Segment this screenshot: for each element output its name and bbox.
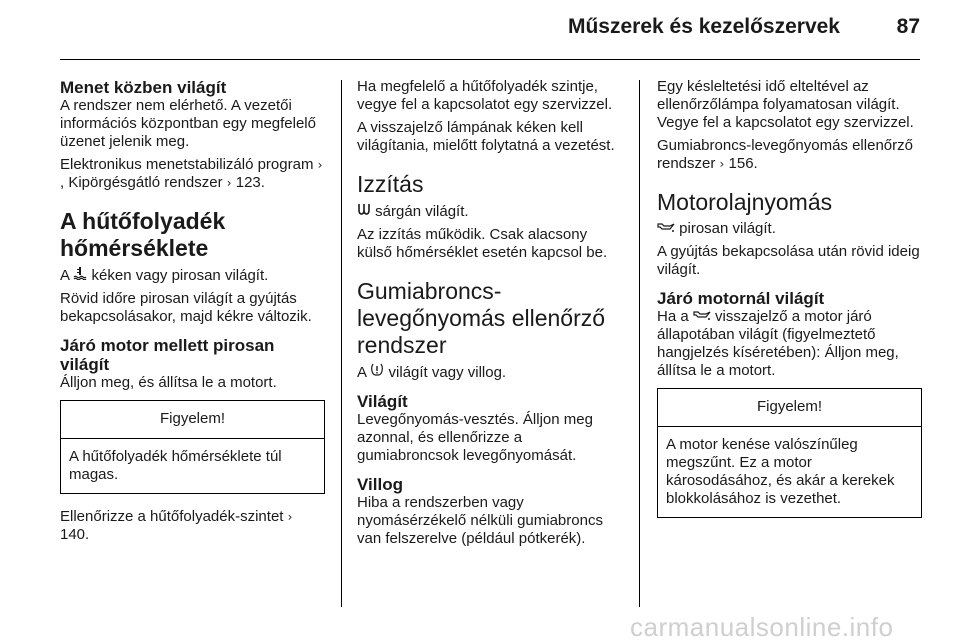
page-number: 87 <box>896 15 920 38</box>
paragraph-coolant-lamp: A kéken vagy pirosan világít. <box>60 267 269 284</box>
warning-box-oil <box>657 388 922 518</box>
warning-box-title: Figyelem! <box>658 389 921 427</box>
header-divider <box>60 59 920 60</box>
column-divider-1 <box>341 80 342 607</box>
paragraph: Levegőnyomás-vesztés. Álljon meg azonnal, és ellenőrizze a gumiabroncsok levegőnyomását. <box>357 411 593 464</box>
paragraph-oil-lamp: pirosan világít. <box>657 220 922 238</box>
coolant-temperature-icon <box>73 266 87 283</box>
column-1 <box>60 78 325 549</box>
page-ref-link[interactable]: 156 <box>728 155 754 172</box>
paragraph-tyre-lamp: A világít vagy villog. <box>357 364 507 381</box>
heading-izzitas: Izzítás <box>357 171 424 197</box>
warning-box-title: Figyelem! <box>61 401 324 439</box>
arrow-icon: › <box>719 157 725 171</box>
warning-box-body: A motor kenése valószínűleg megszűnt. Ez a motor károsodásához, és akár a kerekek blokkolásához is vezethet. <box>666 436 895 507</box>
paragraph-coolant-level-ref: Ellenőrizze a hűtőfolyadék-szintet › 140. <box>60 508 293 543</box>
heading-menet-kozben: Menet közben világít <box>60 78 227 97</box>
page-ref-link[interactable]: 123 <box>235 174 261 191</box>
watermark: carmanualsonline.info <box>630 612 894 642</box>
heading-coolant: A hűtőfolyadék hőmérséklete <box>60 208 226 261</box>
oil-pressure-icon <box>657 221 675 236</box>
page-header-title: Műszerek és kezelőszervek <box>567 15 840 38</box>
paragraph-tpms-ref: Gumiabroncs-levegőnyomás ellenőrző rendszer › 156. <box>657 137 913 172</box>
heading-gumiabroncs: Gumiabroncs-levegőnyomás ellenőrző rendszer <box>357 278 606 358</box>
warning-box-body: A hűtőfolyadék hőmérséklete túl magas. <box>69 448 282 483</box>
paragraph-preheat-lamp: sárgán világít. <box>357 202 622 221</box>
arrow-icon: › <box>226 176 232 190</box>
paragraph: Hiba a rendszerben vagy nyomásérzékelő nélküli gumiabroncs van felszerelve (például pótkerék). <box>357 494 603 547</box>
paragraph: A visszajelző lámpának kéken kell világítania, mielőtt folytatná a vezetést. <box>357 119 615 154</box>
heading-villog: Villog <box>357 475 403 494</box>
arrow-icon: › <box>317 158 323 172</box>
paragraph-oil-running: Ha a visszajelző a motor járó állapotában világít (figyelmeztető hangjelzés kíséretében): Álljon meg, állítsa le a motort. <box>657 308 899 379</box>
paragraph-esp-ref: Elektronikus menetstabilizáló program › , Kipörgésgátló rendszer › 123. <box>60 156 323 191</box>
preheating-coil-icon <box>357 202 371 219</box>
paragraph: Rövid időre pirosan világít a gyújtás bekapcsolásakor, majd kékre változik. <box>60 290 312 325</box>
heading-vilagit: Világít <box>357 392 408 411</box>
paragraph: A gyújtás bekapcsolása után rövid ideig világít. <box>657 243 920 278</box>
paragraph: Egy késleltetési idő elteltével az ellenőrzőlámpa folyamatosan világít. Vegye fel a kapcsolatot egy szervizzel. <box>657 78 914 131</box>
paragraph: Álljon meg, és állítsa le a motort. <box>60 374 277 391</box>
heading-jaro-motornal: Járó motornál világít <box>657 289 825 308</box>
column-3 <box>657 78 922 532</box>
heading-motorolajnyomas: Motorolajnyomás <box>657 189 833 215</box>
tyre-pressure-icon <box>370 363 384 380</box>
arrow-icon: › <box>287 510 293 524</box>
column-2 <box>357 78 622 553</box>
paragraph: Ha megfelelő a hűtőfolyadék szintje, vegye fel a kapcsolatot egy szervizzel. <box>357 78 613 113</box>
oil-pressure-icon <box>693 309 711 324</box>
paragraph: A rendszer nem elérhető. A vezetői információs központban egy megfelelő üzenet jelenik meg. <box>60 97 316 150</box>
heading-jaro-motor: Járó motor mellett pirosan világít <box>60 336 275 374</box>
warning-box-coolant <box>60 400 325 494</box>
column-divider-2 <box>639 80 640 607</box>
page-ref-link[interactable]: 140 <box>60 526 86 543</box>
paragraph: Az izzítás működik. Csak alacsony külső hőmérséklet esetén kapcsol be. <box>357 226 608 261</box>
